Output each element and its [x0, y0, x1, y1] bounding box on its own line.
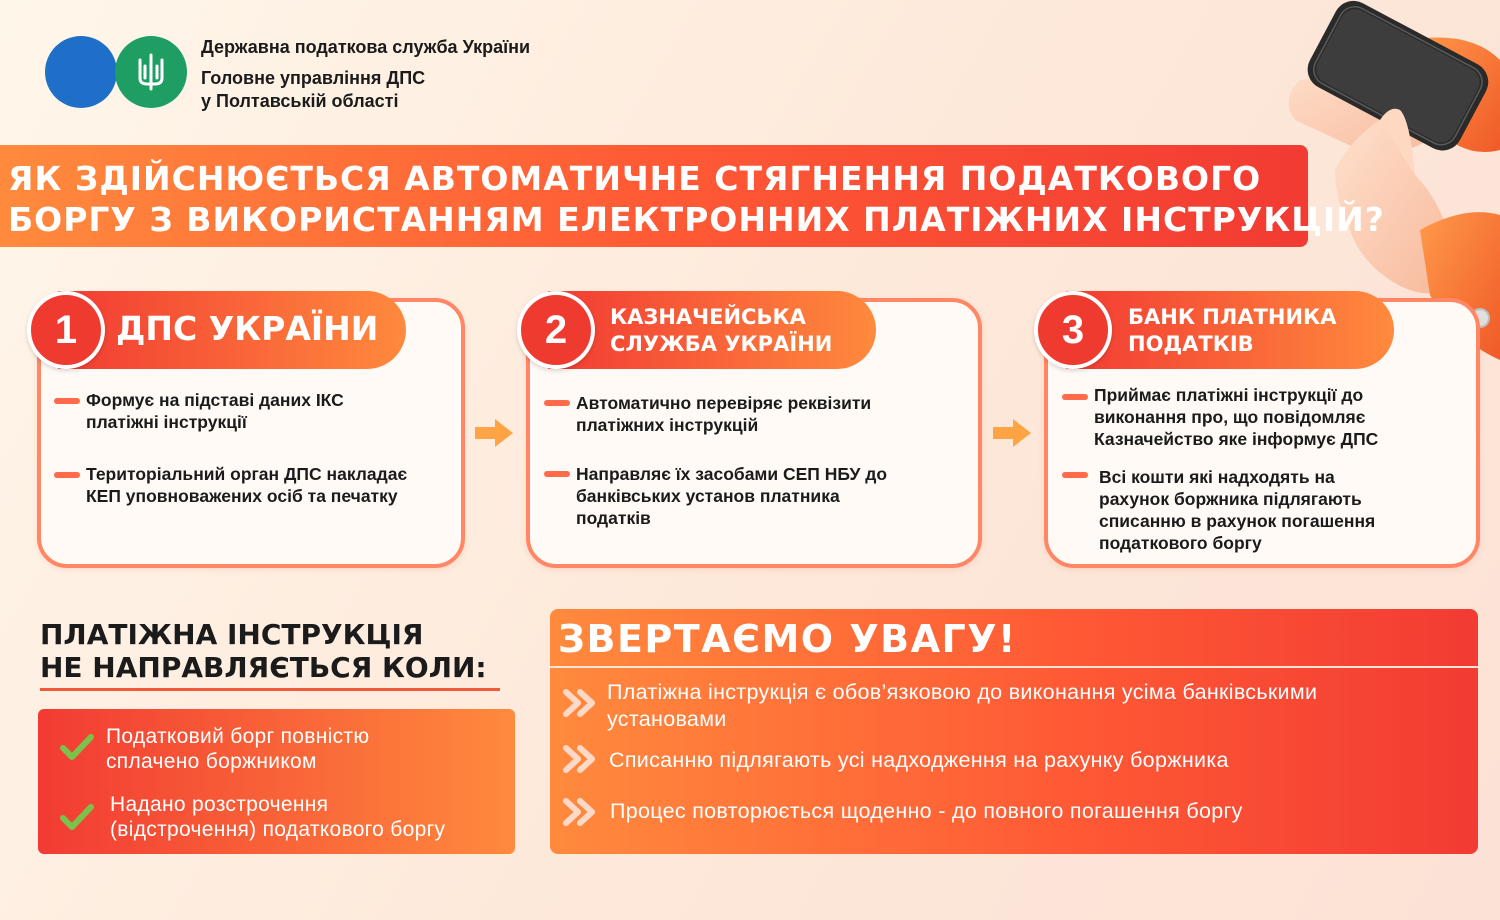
bullet-dash-icon: [1062, 394, 1088, 400]
bullet-dash-icon: [1062, 472, 1088, 478]
arrow-right-icon: [991, 417, 1033, 449]
organization-name: [201, 36, 530, 113]
divider: [40, 688, 500, 691]
not-sent-item-2: [110, 792, 445, 842]
text-line: рахунок боржника підлягають: [1099, 489, 1362, 509]
not-sent-item-1: [106, 724, 369, 774]
step-3-bullet-2: [1099, 466, 1375, 554]
step-3-bullet-1: [1094, 384, 1378, 450]
checkmark-icon: [60, 733, 94, 761]
org-line-2: Головне управління ДПС: [201, 68, 426, 88]
text-line: платіжні інструкції: [86, 412, 247, 432]
text-line: податків: [576, 508, 651, 528]
text-line: установами: [607, 707, 727, 731]
title-line: НЕ НАПРАВЛЯЄТЬСЯ КОЛИ:: [40, 651, 487, 684]
title-line-1: ЯК ЗДІЙСНЮЄТЬСЯ АВТОМАТИЧНЕ СТЯГНЕННЯ ПОДАТКОВОГО: [8, 159, 1262, 198]
title-line: СЛУЖБА УКРАЇНИ: [610, 332, 833, 356]
text-line: платіжних інструкцій: [576, 415, 759, 435]
text-line: Приймає платіжні інструкції до: [1094, 385, 1364, 405]
title-line: ПОДАТКІВ: [1128, 332, 1254, 356]
step-number-3: 3: [1034, 291, 1112, 369]
text-line: Платіжна інструкція є обов’язковою до виконання усіма банківськими: [607, 680, 1318, 704]
text-line: податкового боргу: [1099, 533, 1262, 553]
step-2-bullet-2: [576, 463, 887, 529]
text-line: списанню в рахунок погашення: [1099, 511, 1376, 531]
title-line: КАЗНАЧЕЙСЬКА: [610, 305, 806, 329]
logo-blue-circle: [45, 36, 117, 108]
step-title-2: [610, 304, 832, 358]
double-chevron-icon: [562, 744, 600, 774]
text-line: Списанню підлягають усі надходження на рахунку боржника: [609, 748, 1229, 772]
text-line: Процес повторюється щоденно - до повного погашення боргу: [610, 799, 1243, 823]
text-line: Формує на підставі даних ІКС: [86, 390, 344, 410]
title-line-2: БОРГУ З ВИКОРИСТАННЯМ ЕЛЕКТРОННИХ ПЛАТІЖНИХ ІНСТРУКЦІЙ?: [8, 200, 1385, 239]
not-sent-title: [40, 618, 487, 684]
text-line: Всі кошти які надходять на: [1099, 467, 1335, 487]
text-line: банківських установ платника: [576, 486, 840, 506]
logo-green-circle: [115, 36, 187, 108]
step-1-bullet-2: [86, 463, 407, 507]
step-number-1: 1: [27, 291, 105, 369]
attention-item-3: [610, 798, 1243, 825]
attention-title: ЗВЕРТАЄМО УВАГУ!: [558, 617, 1017, 661]
text-line: КЕП уповноважених осіб та печатку: [86, 486, 398, 506]
step-title-1: ДПС УКРАЇНИ: [116, 309, 379, 348]
checkmark-icon: [60, 803, 94, 831]
text-line: виконання про, що повідомляє: [1094, 407, 1366, 427]
text-line: Автоматично перевіряє реквізити: [576, 393, 872, 413]
text-line: Надано розстрочення: [110, 793, 329, 816]
step-number-2: 2: [517, 291, 595, 369]
step-title-3: [1128, 304, 1336, 358]
bullet-dash-icon: [54, 472, 80, 478]
arrow-right-icon: [473, 417, 515, 449]
bullet-dash-icon: [544, 471, 570, 477]
trident-icon: [134, 52, 168, 92]
step-1-bullet-1: [86, 389, 344, 433]
text-line: (відстрочення) податкового боргу: [110, 818, 446, 841]
org-line-3: у Полтавській області: [201, 91, 399, 111]
text-line: Казначейство яке інформує ДПС: [1094, 429, 1379, 449]
title-banner: [0, 145, 1385, 247]
text-line: Направляє їх засобами СЕП НБУ до: [576, 464, 888, 484]
double-chevron-icon: [562, 688, 600, 718]
bullet-dash-icon: [544, 400, 570, 406]
step-2-bullet-1: [576, 392, 871, 436]
text-line: Податковий борг повністю: [106, 725, 370, 748]
double-chevron-icon: [562, 797, 600, 827]
text-line: Територіальний орган ДПС накладає: [86, 464, 408, 484]
title-line: ПЛАТІЖНА ІНСТРУКЦІЯ: [40, 618, 424, 651]
attention-item-2: [609, 747, 1229, 774]
divider: [550, 666, 1478, 668]
title-line: БАНК ПЛАТНИКА: [1128, 305, 1337, 329]
attention-item-1: [607, 679, 1317, 733]
bullet-dash-icon: [54, 398, 80, 404]
text-line: сплачено боржником: [106, 750, 317, 773]
org-line-1: Державна податкова служба України: [201, 37, 531, 57]
